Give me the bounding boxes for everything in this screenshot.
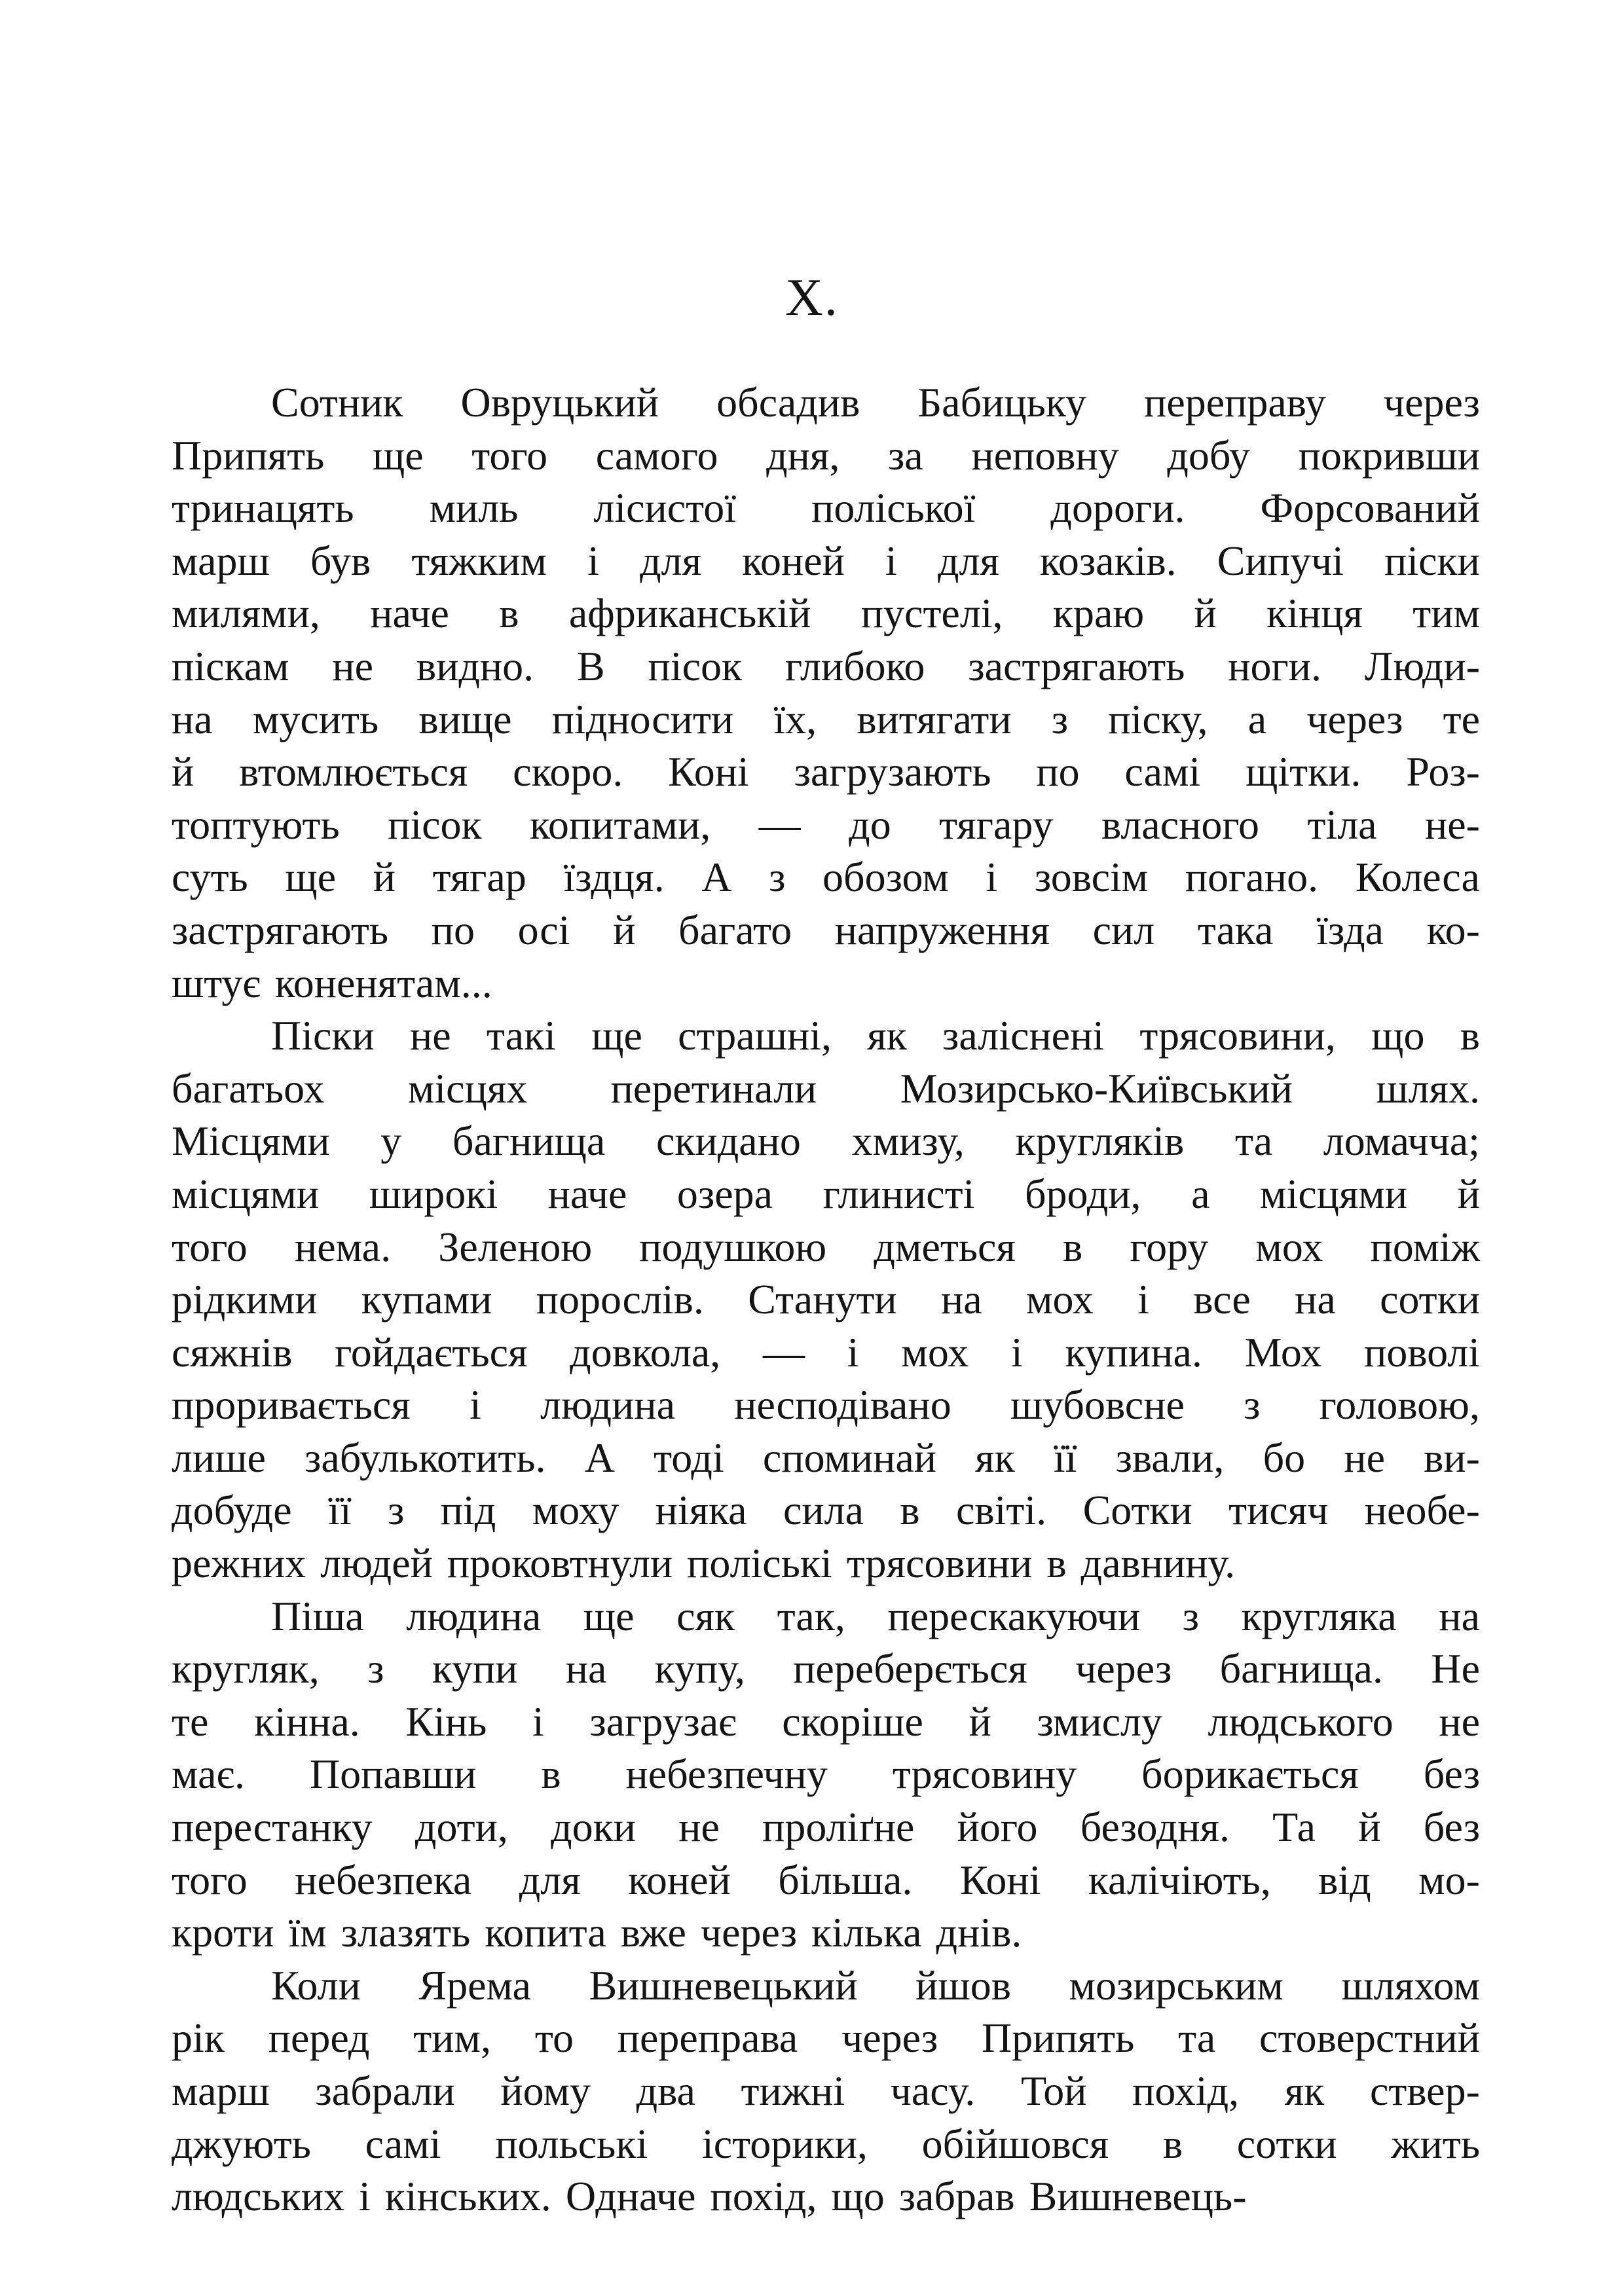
- text-line: рідкими купами порослів. Станути на мох і все на сотки: [172, 1276, 1480, 1323]
- text-line: марш забрали йому два тижні часу. Той похід, як ствер-: [172, 2068, 1480, 2114]
- text-line: піскам не видно. В пісок глибоко застрягають ноги. Люди-: [172, 642, 1480, 689]
- text-line: того нема. Зеленою подушкою дметься в гору мох поміж: [172, 1223, 1480, 1270]
- text-line: Місцями у багнища скидано хмизу, кругляків та ломачча;: [172, 1118, 1480, 1165]
- text-line: перестанку доти, доки не проліґне його безодня. Та й без: [172, 1804, 1480, 1851]
- text-line: топтують пісок копитами, — до тягару власного тіла не-: [172, 801, 1480, 848]
- text-line: кроти їм злазять копита вже через кілька днів.: [172, 1909, 1022, 1956]
- text-line: місцями широкі наче озера глинисті броди, а місцями й: [172, 1170, 1480, 1217]
- text-line: сяжнів гойдається довкола, — і мох і купина. Мох поволі: [172, 1328, 1480, 1376]
- text-line: кругляк, з купи на купу, переберється через багнища. Не: [172, 1645, 1480, 1692]
- text-line: режних людей проковтнули поліські трясовини в давнину.: [172, 1540, 1236, 1587]
- text-line: на мусить вище підносити їх, витягати з піску, а через те: [172, 695, 1480, 742]
- text-line: людських і кінських. Одначе похід, що забрав Вишневець-: [172, 2173, 1247, 2220]
- text-line: Піша людина ще сяк так, перескакуючи з кругляка на: [271, 1592, 1480, 1639]
- text-line: джують самі польські історики, обійшовся в сотки жить: [172, 2120, 1480, 2167]
- text-line: багатьох місцях перетинали Мозирсько-Київський шлях.: [172, 1065, 1480, 1112]
- text-line: Припять ще того самого дня, за неповну добу покривши: [172, 431, 1480, 479]
- text-line: лише забулькотить. А тоді споминай як її звали, бо не ви-: [172, 1434, 1480, 1481]
- text-line: те кінна. Кінь і загрузає скоріше й змислу людського не: [172, 1698, 1480, 1745]
- text-line: тринацять миль лісистої поліської дороги. Форсований: [172, 484, 1480, 532]
- text-line: суть ще й тягар їздця. А з обозом і зовсім погано. Колеса: [172, 854, 1480, 901]
- text-line: проривається і людина несподівано шубовсне з головою,: [172, 1381, 1480, 1429]
- body-text: [172, 376, 1480, 2223]
- text-line: марш був тяжким і для коней і для козаків. Сипучі піски: [172, 537, 1480, 584]
- text-line: рік перед тим, то переправа через Припять та стоверстний: [172, 2014, 1480, 2062]
- text-line: застрягають по осі й багато напруження сил така їзда ко-: [172, 906, 1480, 953]
- text-line: того небезпека для коней більша. Коні калічіють, від мо-: [172, 1856, 1480, 1903]
- chapter-heading: X.: [785, 269, 839, 327]
- text-line: Коли Ярема Вишневецький йшов мозирським шляхом: [271, 1961, 1480, 2009]
- text-line: добуде її з під моху ніяка сила в світі. Сотки тисяч необе-: [172, 1487, 1480, 1534]
- text-line: штує коненятам...: [172, 959, 492, 1006]
- text-line: має. Попавши в небезпечну трясовину борикається без: [172, 1751, 1480, 1798]
- text-line: Сотник Овруцький обсадив Бабицьку переправу через: [271, 379, 1480, 426]
- text-line: Піски не такі ще страшні, як заліснені трясовини, що в: [271, 1012, 1480, 1059]
- text-line: милями, наче в африканській пустелі, краю й кінця тим: [172, 590, 1480, 637]
- text-line: й втомлюється скоро. Коні загрузають по самі щітки. Роз-: [172, 748, 1480, 795]
